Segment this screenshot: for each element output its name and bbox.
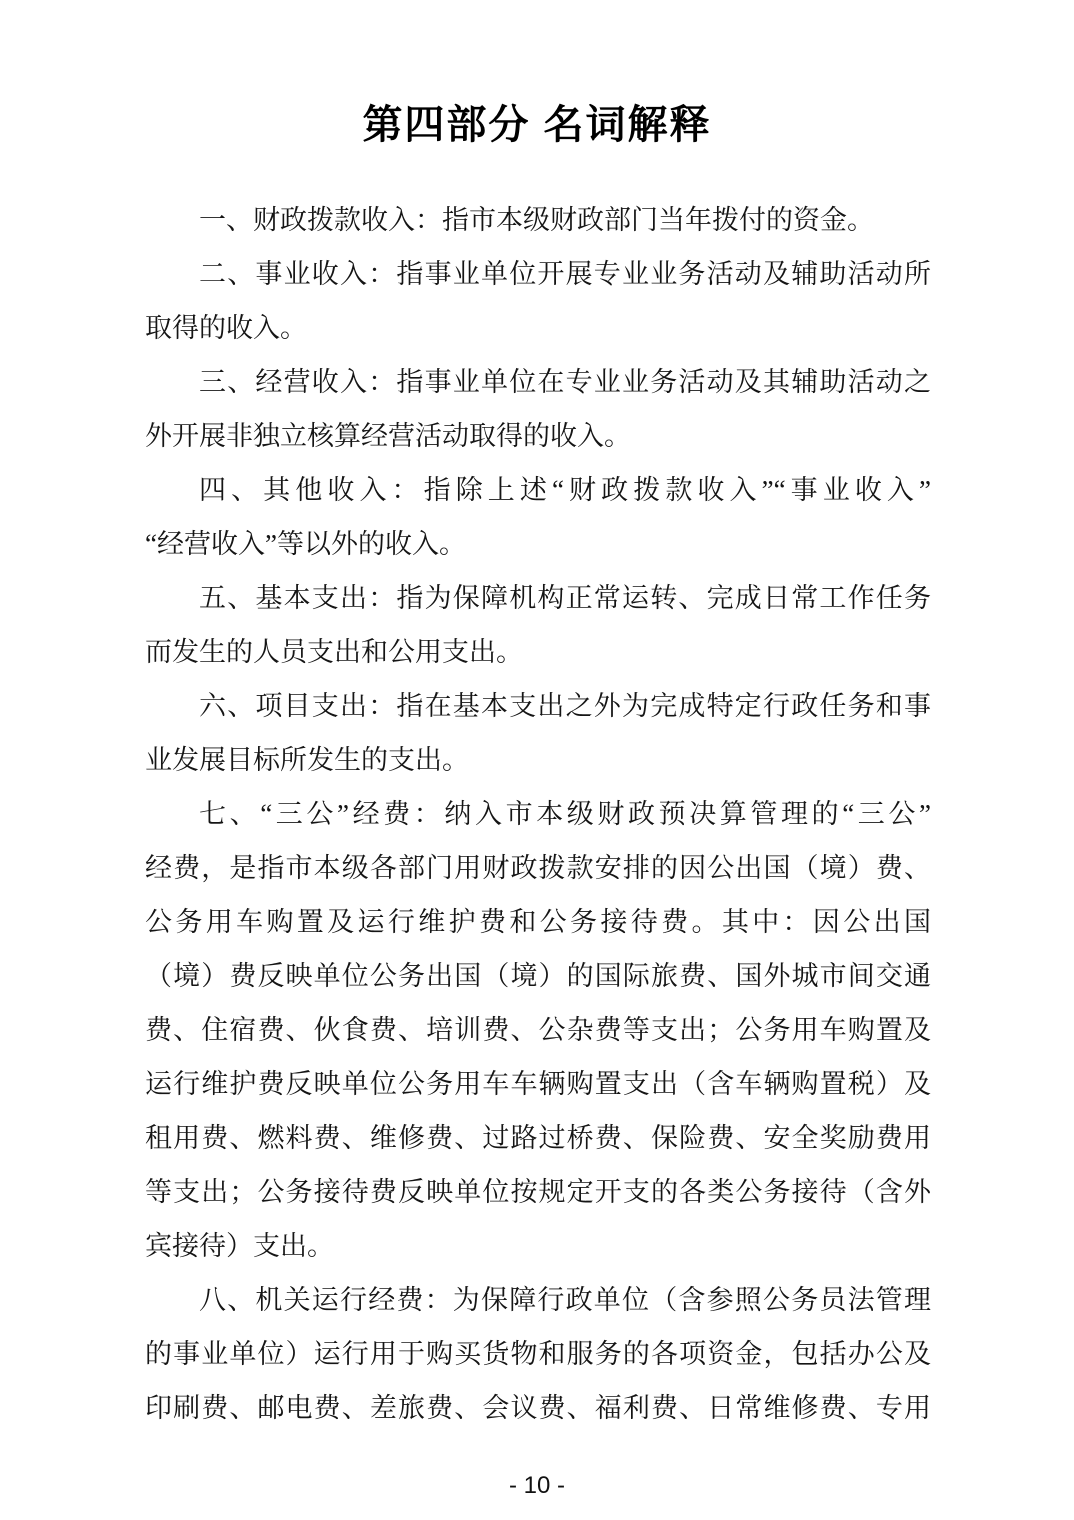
document-title: 第四部分 名词解释 [362, 103, 712, 147]
text-line: 费、住宿费、伙食费、培训费、公杂费等支出；公务用车购置及 [145, 1015, 931, 1045]
text-line: 宾接待）支出。 [145, 1231, 334, 1261]
text-line: 四、其他收入：指除上述“财政拨款收入”“事业收入” [199, 475, 931, 505]
text-line: 租用费、燃料费、维修费、过路过桥费、保险费、安全奖励费用 [145, 1123, 931, 1153]
text-line: “经营收入”等以外的收入。 [145, 529, 466, 559]
page-number: - 10 - [508, 1472, 565, 1499]
text-line: （境）费反映单位公务出国（境）的国际旅费、国外城市间交通 [145, 961, 931, 991]
text-line: 公务用车购置及运行维护费和公务接待费。其中：因公出国 [145, 907, 931, 937]
glossary-body [145, 193, 931, 1435]
text-line: 外开展非独立核算经营活动取得的收入。 [145, 421, 631, 451]
text-line: 六、项目支出：指在基本支出之外为完成特定行政任务和事 [199, 691, 931, 721]
text-line: 八、机关运行经费：为保障行政单位（含参照公务员法管理 [199, 1285, 931, 1315]
text-line: 七、“三公”经费：纳入市本级财政预决算管理的“三公” [199, 799, 931, 829]
text-line: 一、财政拨款收入：指市本级财政部门当年拨付的资金。 [199, 205, 874, 235]
text-line: 等支出；公务接待费反映单位按规定开支的各类公务接待（含外 [145, 1177, 931, 1207]
text-line: 取得的收入。 [145, 313, 307, 343]
text-line: 三、经营收入：指事业单位在专业业务活动及其辅助活动之 [199, 367, 931, 397]
text-line: 运行维护费反映单位公务用车车辆购置支出（含车辆购置税）及 [145, 1069, 931, 1099]
text-line: 业发展目标所发生的支出。 [145, 745, 469, 775]
text-line: 二、事业收入：指事业单位开展专业业务活动及辅助活动所 [199, 259, 931, 289]
text-line: 印刷费、邮电费、差旅费、会议费、福利费、日常维修费、专用 [145, 1393, 931, 1423]
text-line: 而发生的人员支出和公用支出。 [145, 637, 523, 667]
text-line: 的事业单位）运行用于购买货物和服务的各项资金，包括办公及 [145, 1339, 931, 1369]
text-line: 五、基本支出：指为保障机构正常运转、完成日常工作任务 [199, 583, 931, 613]
text-line: 经费，是指市本级各部门用财政拨款安排的因公出国（境）费、 [145, 853, 931, 883]
